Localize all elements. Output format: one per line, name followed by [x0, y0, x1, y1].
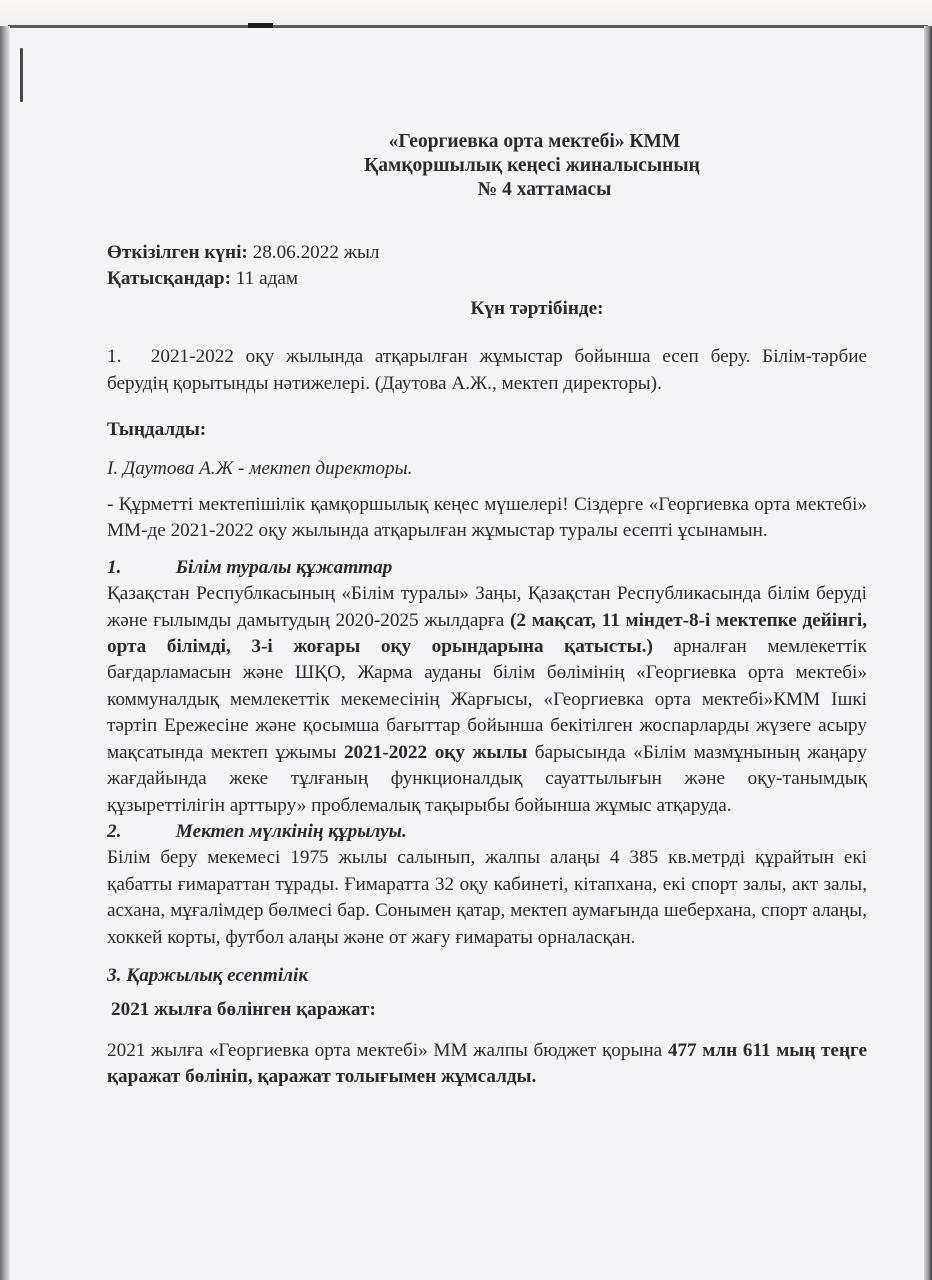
- paper-left-edge: [0, 26, 10, 1280]
- date-value: 28.06.2022 жыл: [252, 242, 380, 263]
- section-number: 1.: [107, 556, 122, 578]
- participants-value: 11 адам: [235, 268, 299, 289]
- section-number: 2.: [107, 820, 122, 842]
- meeting-participants: [107, 266, 867, 292]
- title-line-protocol-number: № 4 хаттамасы: [477, 179, 612, 200]
- paragraph-part: Білім беру мекемесі 1975 жылы салынып, жалпы алаңы 4 385 кв.метрді құрайтын екі қабатты ғимараттан тұрады. Ғимаратта 32 оқу кабинеті, кітапхана, екі спорт залы, акт залы, асхана, мұғалімдер бөлмесі бар. Сонымен қатар, мектеп аумағында шеберхана, спорт алаңы, хоккей корты, футбол алаңы және от жағу ғимараты орналасқан.: [107, 847, 867, 948]
- meeting-date: [107, 240, 867, 266]
- section-title: Мектеп мүлкінің құрылуы.: [175, 820, 407, 842]
- agenda-item-text: 2021-2022 оқу жылында атқарылған жұмыстар бойынша есеп беру. Білім-тәрбие берудің қорытынды нәтижелері. (Даутова А.Ж., мектеп директоры).: [107, 346, 868, 394]
- paragraph-part: арналған мемлекеттік бағдарламасын және ШҚО, Жарма ауданы білім бөлімінің «Георгиевка орта мектебі» коммуналдық мемлекеттік мекемесінің Жарғысы, «Георгиевка орта мектебі»КММ Ішкі тәртіп Ережесіне және қосымша бағыттар бойынша бекітілген жоспарларды жүзеге асыру мақсатында мектеп ұжымы: [107, 636, 867, 763]
- section-number: 3.: [107, 964, 122, 986]
- speech-paragraph: - Құрметті мектепішілік қамқоршылық кеңес мүшелері! Сіздерге «Георгиевка орта мектебі» ММ-де 2021-2022 оқу жылында атқарылған жұмыстар туралы есепті ұсынамын.: [107, 494, 867, 542]
- paragraph-part: 2021 жылға «Георгиевка орта мектебі» ММ жалпы бюджет қорына: [107, 1039, 668, 1061]
- paragraph-part-bold: (2 мақсат, 11 міндет-8-і мектепке дейінгі, орта білімді, 3-і жоғары оқу орындарына қатысты.): [107, 609, 867, 658]
- title-line-organization: «Георгиевка орта мектебі» КММ: [388, 131, 681, 152]
- section-paragraph-school-property: [107, 845, 867, 951]
- agenda-item: [107, 344, 867, 397]
- meeting-meta: [107, 240, 867, 292]
- paragraph-part-bold: 2021-2022 оқу жылы: [343, 741, 528, 763]
- budget-paragraph: [107, 1038, 867, 1091]
- section-heading-financial-report: [107, 963, 867, 989]
- speaker-line: І. Даутова А.Ж - мектеп директоры.: [107, 457, 413, 479]
- section-heading-school-property: [107, 819, 867, 845]
- paragraph-part: Қазақстан Республкасының «Білім туралы» Заңы, Қазақстан Республикасында білім беруді және ғылымды дамытудың 2020-2025 жылдарға: [107, 583, 867, 631]
- paragraph-part-bold: 477 млн 611 мың теңге қаражат бөлініп, қаражат толығымен жұмсалды.: [107, 1039, 867, 1088]
- section-title: Қаржылық есептілік: [126, 964, 309, 986]
- document-body: [107, 130, 867, 1091]
- paper-right-edge: [924, 26, 932, 1280]
- allocation-heading: 2021 жылға бөлінген қаражат:: [111, 999, 376, 1021]
- participants-label: Қатысқандар:: [107, 268, 231, 289]
- paragraph-part: барысында «Білім мазмұнының жаңару жағдайында жеке тұлғаның функционалдық сауаттылығын және оқу-танымдық құзыреттілігін арттыру» проблемалық тақырыбы бойынша жұмыс атқаруда.: [107, 741, 867, 816]
- section-title: Білім туралы құжаттар: [175, 556, 393, 578]
- agenda-item-number: 1.: [107, 346, 122, 368]
- heard-heading: Тыңдалды:: [107, 419, 207, 441]
- title-line-council: Қамқоршылық кеңесі жиналысының: [364, 155, 700, 176]
- staple-mark: [20, 48, 23, 102]
- date-label: Өткізілген күні:: [107, 242, 248, 263]
- section-heading-education-documents: [107, 555, 867, 581]
- agenda-heading: Күн тәртібінде:: [470, 298, 604, 319]
- section-paragraph-education-documents: [107, 581, 867, 819]
- scan-top-margin: [0, 0, 932, 26]
- document-title: [107, 130, 867, 202]
